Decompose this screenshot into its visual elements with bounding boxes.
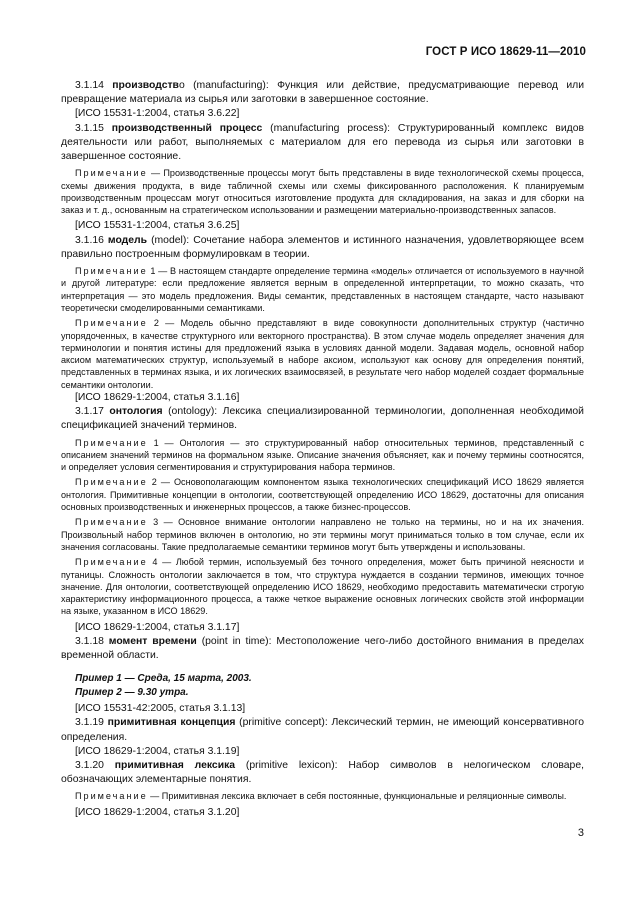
entry-source: [ИСО 18629-1:2004, статья 3.1.17] (75, 621, 240, 633)
entry-source: [ИСО 18629-1:2004, статья 3.1.16] (75, 391, 240, 403)
entry-number: 3.1.17 (75, 406, 104, 418)
example-1: Пример 1 — Среда, 15 марта, 2003. (75, 673, 252, 685)
note-number: 4 (152, 557, 158, 568)
note-label: Примечание (75, 266, 148, 277)
example-2: Пример 2 — 9.30 утра. (75, 686, 189, 698)
entry-3-1-18 (61, 635, 584, 663)
entry-number: 3.1.20 (75, 759, 104, 771)
note-number: 1 (150, 266, 156, 277)
entry-note-4 (61, 556, 584, 617)
page-number: 3 (577, 827, 584, 839)
entry-term: производств (112, 80, 179, 91)
note-text: — Производственные процессы могут быть представлены в виде технологической схемы процесса, схемы движения продукта, в виде табличной схемы или схемы фиксированного расположения. К планируемым производственным процессам могут относиться изготовление продукта для складирования, на заказ и для сборки на заказ и т. д., основанным на стратегическом использовании и размещении материально-производственных запасов. (61, 168, 584, 216)
note-text: — Основополагающим компонентом языка технологических спецификаций ИСО 18629 является онтология. Примитивные концепции в онтологии, соответствующей определению ИСО 18629, достаточны для описания основных производственных и инженерных процессов, а также бизнес-процессов. (61, 477, 584, 513)
note-number: 2 (153, 318, 159, 329)
entry-note-3 (61, 516, 584, 553)
entry-source: [ИСО 15531-42:2005, статья 3.1.13] (75, 703, 246, 715)
entry-term: момент времени (108, 635, 197, 647)
entry-definition: (primitive lexicon): Набор символов в нелогическом словаре, обозначающих элементарные понятия. (61, 759, 585, 786)
entry-definition: (model): Сочетание набора элементов и истинного назначения, удовлетворяющее всем правильно построенным формулировкам в теории. (61, 234, 585, 260)
note-label: Примечание (75, 517, 148, 528)
note-text: — Онтология — это структурированный набор относительных терминов, представленный с описанием значений терминов на формальном языке. Описание значения объясняет, как и почему термины соотносятся, и определяет условия сегментирования и структурирования набора терминов. (61, 437, 585, 473)
entry-3-1-16 (61, 234, 584, 262)
entry-3-1-20 (61, 759, 584, 787)
entry-source: [ИСО 15531-1:2004, статья 3.6.25] (75, 220, 240, 232)
entry-source: [ИСО 15531-1:2004, статья 3.6.22] (75, 108, 240, 120)
entry-note (61, 790, 584, 802)
entry-definition: (point in time): Местоположение чего-либо достойного внимания в пределах временной области. (61, 635, 585, 662)
note-number: 1 (153, 437, 159, 448)
document-body (61, 79, 584, 820)
entry-term: онтология (109, 406, 163, 418)
standard-header: ГОСТ Р ИСО 18629-11—2010 (425, 46, 586, 58)
entry-term: модель (107, 234, 148, 246)
entry-definition: (manufacturing): Функция или действие, предусматривающие перевод или превращение материала из сырья или заготовки в завершенное состояние. (61, 80, 584, 106)
note-text: — Основное внимание онтологии направлено не только на термины, но и на их значения. Произвольный набор терминов включен в онтологию, но эти термины могут приниматься только в том случае, если их значения согласованы. Такие предполагаемые семантики терминов могут быть утверждены и использованы. (61, 517, 585, 552)
entry-3-1-15 (61, 122, 584, 165)
entry-definition: (ontology): Лексика специализированной терминологии, дополненная необходимой спецификацией значений терминов. (61, 406, 584, 432)
note-number: 2 (151, 477, 157, 488)
note-label: Примечание (75, 477, 148, 488)
entry-note (61, 167, 584, 216)
entry-definition: (manufacturing process): Структурированный комплекс видов деятельности или работ, выполняемых с материалом для его перевода из сырья или заготовки в завершенное состояние. (61, 122, 584, 163)
entry-term: примитивная концепция (107, 717, 236, 729)
entry-3-1-17 (61, 405, 584, 433)
note-label: Примечание (75, 557, 148, 568)
entry-source: [ИСО 18629-1:2004, статья 3.1.20] (75, 806, 240, 818)
entry-3-1-19 (61, 716, 584, 744)
entry-note-1 (61, 437, 584, 474)
entry-number: 3.1.18 (75, 635, 104, 647)
entry-number: 3.1.19 (75, 717, 104, 729)
entry-note-2 (61, 317, 584, 391)
entry-number: 3.1.14 (75, 80, 104, 91)
note-label: Примечание (75, 791, 148, 802)
entry-note-1 (61, 265, 584, 314)
entry-3-1-14 (61, 79, 584, 107)
note-text: — Модель обычно представляют в виде совокупности дополнительных структур (частично упорядоченных, в качестве структурного или векторного пространства). В этом случае модель определяет значения для терминологии и понятия истины для предложений языка в условиях данной модели. Задавая модель, основной набор аксиом математических структур, используемый в наборе аксиом, используют как основу для определения понятий, представленных в терминах языка, и их логических взаимосвязей, в результате чего набор моделей создает формальные семантики онтологии. (61, 318, 585, 390)
note-text: — В настоящем стандарте определение термина «модель» отличается от используемого в научной и другой литературе: если предложение является верным в определенной интерпретации, то можно сказать, что интерпретация — это модель предложения. Виды семантик, представленных в настоящем стандарте, часто называют теоретически смоделированными семантиками. (61, 266, 585, 313)
entry-source: [ИСО 18629-1:2004, статья 3.1.19] (75, 745, 240, 757)
note-text: — Любой термин, используемый без точного определения, может быть причиной неясности и путаницы. Сложность онтологии заключается в том, что структура нуждается в создании терминов, имеющих точное значение. Для онтологии, соответствующей определению ИСО 18629, необходимо предоставить математически строгую характеристику информационного процесса, а также четкое выражение основных логических свойств этой информации на языке, указанном в ИСО 18629. (61, 557, 585, 617)
note-label: Примечание (75, 318, 148, 329)
entry-term-tail: о (178, 80, 185, 91)
entry-number: 3.1.16 (75, 234, 104, 246)
entry-number: 3.1.15 (75, 122, 104, 134)
entry-definition: (primitive concept): Лексический термин, не имеющий консервативного определения. (61, 717, 584, 743)
entry-note-2 (61, 476, 584, 513)
entry-term: производственный процесс (111, 122, 263, 134)
entry-term: примитивная лексика (114, 759, 236, 771)
note-text: — Примитивная лексика включает в себя постоянные, функциональные и реляционные символы. (147, 791, 567, 802)
note-label: Примечание (75, 168, 148, 179)
note-label: Примечание (75, 437, 148, 448)
note-number: 3 (153, 517, 159, 528)
